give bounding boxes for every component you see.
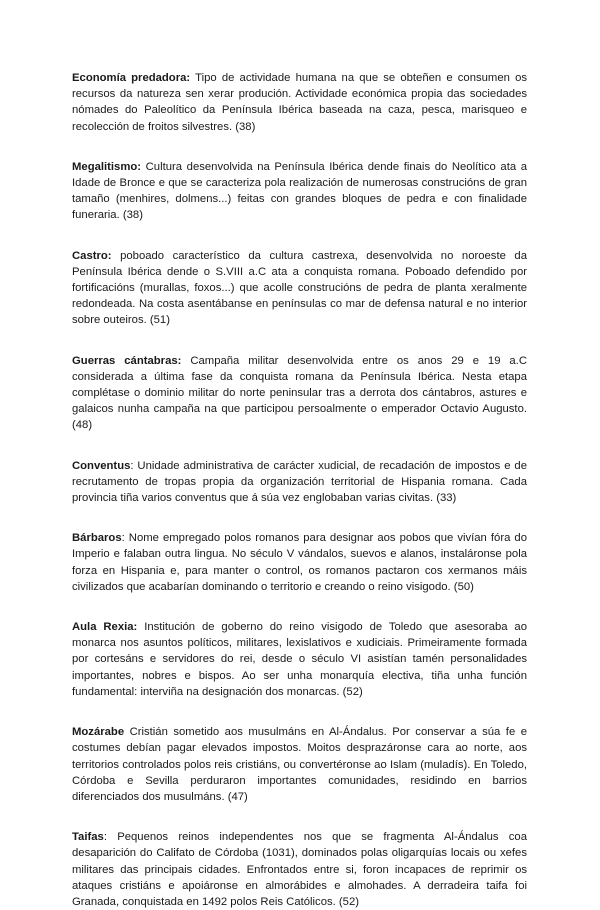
glossary-definition: Tipo de actividade humana na que se obteñen e consumen os recursos da natureza sen xerar produción. Actividade económica propia das sociedades nómades do Paleolítico da Península Ibérica baseada na caza, pesca, marisqueo e recolección de froitos silvestres. (38)	[72, 72, 527, 133]
glossary-entry	[72, 458, 527, 507]
glossary-term: Megalitismo:	[72, 160, 142, 173]
glossary-entry	[72, 70, 527, 135]
glossary-entry	[72, 248, 527, 329]
glossary-entry	[72, 530, 527, 595]
glossary-definition: : Nome empregado polos romanos para designar aos pobos que vivían fóra do Imperio e falaban outra lingua. No século V vándalos, suevos e alanos, instaláronse pola forza en Hispania e, para manter o control, os romanos pactaron cos xermanos máis civilizados que acabarían dominando o territorio e creando o reino visigodo. (50)	[72, 532, 527, 593]
glossary-definition: : Pequenos reinos independentes nos que se fragmenta Al-Ándalus coa desaparición do Califato de Córdoba (1031), dominados polas oligarquías locais ou xefes militares das principais cidades. Enfrontados entre si, foron incapaces de reprimir os ataques cristiáns e apoiáronse en almorábides e almohades. A derradeira taifa foi Granada, conquistada en 1492 polos Reis Católicos. (52)	[72, 831, 527, 908]
glossary-term: Taifas	[72, 831, 104, 844]
glossary-definition: Campaña militar desenvolvida entre os anos 29 e 19 a.C considerada a última fase da conquista romana da Península Ibérica. Nesta etapa complétase o dominio militar do norte peninsular tras a derrota dos cántabros, astures e galaicos nunha campaña na que participou persoalmente o emperador Octavio Augusto. (48)	[72, 354, 527, 432]
glossary-definition: Cristián sometido aos musulmáns en Al-Ándalus. Por conservar a súa fe e costumes debían pagar elevados impostos. Moitos desprazáronse cara ao norte, aos territorios controlados polos reis cristiáns, ou convertéronse ao Islam (muladís). En Toledo, Córdoba e Sevilla perduraron importantes comunidades, residindo en barrios diferenciados dos musulmáns. (47)	[72, 726, 527, 803]
glossary-entry	[72, 724, 527, 805]
glossary-term: Aula Rexia:	[72, 621, 138, 634]
glossary-entry	[72, 619, 527, 700]
glossary-term: Mozárabe	[72, 726, 125, 739]
glossary-term: Economía predadora:	[72, 72, 191, 84]
glossary-term: Bárbaros	[72, 532, 122, 545]
glossary-entry	[72, 829, 527, 910]
glossary-definition: poboado característico da cultura castrexa, desenvolvida no noroeste da Península Ibérica dende o S.VIII a.C ata a conquista romana. Poboado defendido por fortificacións (murallas, foxos...) que acolle construcións de pedra de planta xeralmente redondeada. Na costa asentábanse en penínsulas co mar de defensa natural e no interior sobre outeiros. (51)	[72, 249, 527, 327]
glossary-definition: : Unidade administrativa de carácter xudicial, de recadación de impostos e de recrutamento de tropas propia da organización territorial de Hispania romana. Cada provincia tiña varios conventus que á súa vez englobaban varias civitas. (33)	[72, 459, 527, 505]
glossary-definition: Institución de goberno do reino visigodo de Toledo que asesoraba ao monarca nos asuntos políticos, militares, lexislativos e xudiciais. Primeiramente formada por cortesáns e servidores do rei, desde o século VI asistían tamén personalidades importantes, nobres e bispos. Ao ser unha monarquía electiva, tiña unha función fundamental: interviña na designación dos monarcas. (52)	[72, 621, 527, 698]
glossary-term: Castro:	[72, 249, 112, 262]
glossary-definition: Cultura desenvolvida na Península Ibérica dende finais do Neolítico ata a Idade de Bronce e que se caracteriza pola realización de numerosas construcións de gran tamaño (menhires, dolmens...) feitas con grandes bloques de pedra e con finalidade funeraria. (38)	[72, 160, 527, 222]
glossary-term: Guerras cántabras:	[72, 354, 182, 367]
glossary-term: Conventus	[72, 459, 131, 472]
glossary-entry	[72, 159, 527, 224]
glossary-entry	[72, 353, 527, 434]
